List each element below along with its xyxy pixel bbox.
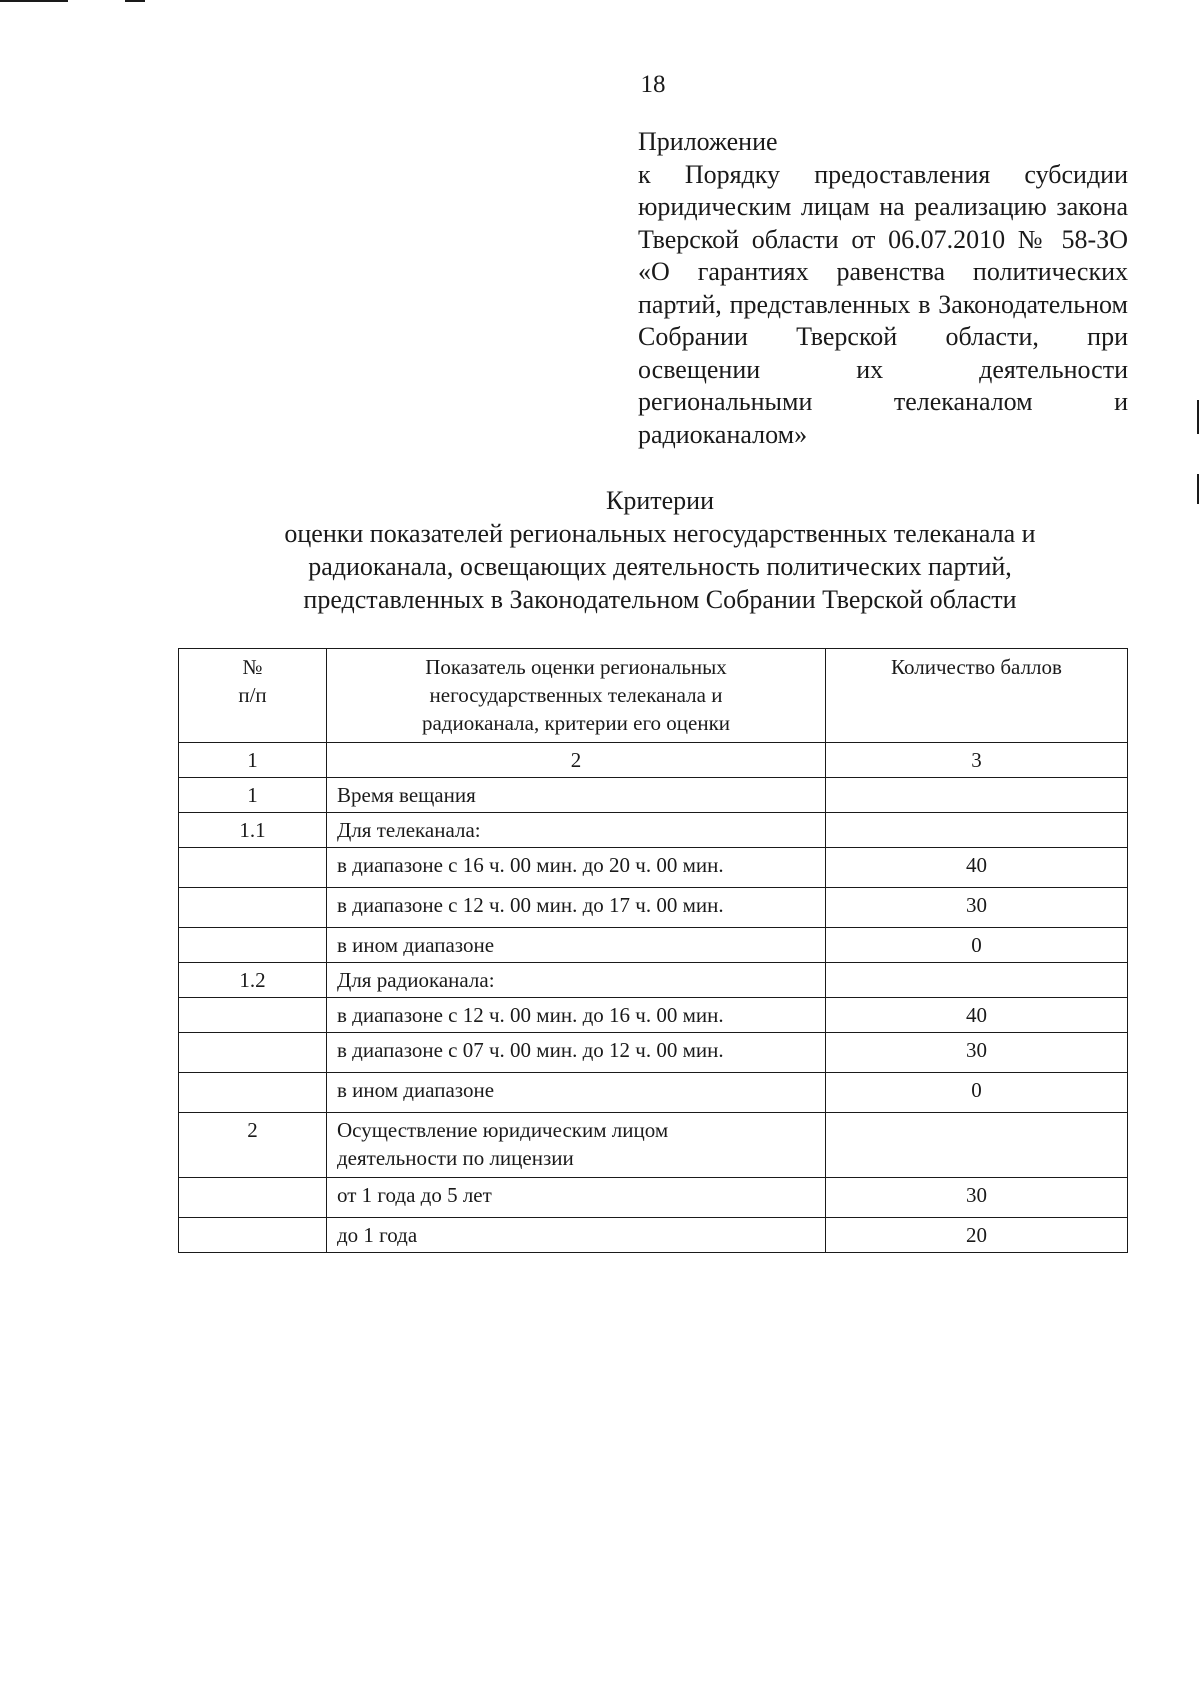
table-row — [179, 1178, 1128, 1218]
appendix-note — [638, 126, 1128, 451]
row-indicator-cell: от 1 года до 5 лет — [327, 1178, 826, 1218]
row-score-cell: 20 — [826, 1218, 1128, 1253]
row-number-cell: 1.2 — [179, 963, 327, 998]
table-numbering-row — [179, 743, 1128, 778]
table-row — [179, 1113, 1128, 1178]
numbering-cell: 2 — [327, 743, 826, 778]
title-line-2: оценки показателей региональных негосударственных телеканала и — [284, 519, 1036, 548]
header-cell-number: № п/п — [179, 649, 327, 743]
table-row — [179, 1033, 1128, 1073]
document-title — [140, 484, 1180, 616]
scan-edge-mark — [125, 0, 145, 2]
scan-edge-mark — [1197, 400, 1199, 434]
row-indicator-cell: в диапазоне с 12 ч. 00 мин. до 17 ч. 00 мин. — [327, 888, 826, 928]
row-score-cell — [826, 1113, 1128, 1178]
row-indicator-cell: в диапазоне с 07 ч. 00 мин. до 12 ч. 00 мин. — [327, 1033, 826, 1073]
table-header-row — [179, 649, 1128, 743]
row-score-cell: 30 — [826, 1178, 1128, 1218]
numbering-cell: 1 — [179, 743, 327, 778]
row-number-cell: 1.1 — [179, 813, 327, 848]
row-number-cell — [179, 998, 327, 1033]
appendix-heading: Приложение — [638, 127, 778, 156]
criteria-table — [178, 648, 1128, 1253]
row-indicator-cell: в ином диапазоне — [327, 928, 826, 963]
table-row — [179, 848, 1128, 888]
row-number-cell — [179, 1178, 327, 1218]
title-line-3: радиоканала, освещающих деятельность политических партий, — [308, 552, 1012, 581]
scan-edge-mark — [1197, 474, 1199, 504]
row-number-cell: 2 — [179, 1113, 327, 1178]
row-number-cell — [179, 848, 327, 888]
row-indicator-cell: в ином диапазоне — [327, 1073, 826, 1113]
row-indicator-cell: в диапазоне с 12 ч. 00 мин. до 16 ч. 00 мин. — [327, 998, 826, 1033]
table-row — [179, 928, 1128, 963]
row-indicator-cell: Осуществление юридическим лицом деятельности по лицензии — [327, 1113, 826, 1178]
row-number-cell — [179, 888, 327, 928]
table-row — [179, 813, 1128, 848]
row-indicator-cell: Время вещания — [327, 778, 826, 813]
numbering-cell: 3 — [826, 743, 1128, 778]
table-row — [179, 778, 1128, 813]
row-score-cell — [826, 963, 1128, 998]
row-number-cell — [179, 1033, 327, 1073]
appendix-text: к Порядку предоставления субсидии юридическим лицам на реализацию закона Тверской области от 06.07.2010 № 58-ЗО «О гарантиях равенства политических партий, представленных в Законодательном Собрании Тверской области, при освещении их деятельности региональными телеканалом и радиоканалом» — [638, 159, 1128, 449]
row-score-cell: 40 — [826, 998, 1128, 1033]
table-row — [179, 963, 1128, 998]
header-cell-score: Количество баллов — [826, 649, 1128, 743]
row-score-cell: 0 — [826, 1073, 1128, 1113]
row-number-cell — [179, 928, 327, 963]
header-cell-indicator: Показатель оценки региональных негосударственных телеканала и радиоканала, критерии его оценки — [327, 649, 826, 743]
row-score-cell — [826, 778, 1128, 813]
row-number-cell — [179, 1218, 327, 1253]
row-indicator-cell: в диапазоне с 16 ч. 00 мин. до 20 ч. 00 мин. — [327, 848, 826, 888]
row-score-cell: 30 — [826, 888, 1128, 928]
table-row — [179, 888, 1128, 928]
row-score-cell: 30 — [826, 1033, 1128, 1073]
table-row — [179, 1073, 1128, 1113]
row-indicator-cell: до 1 года — [327, 1218, 826, 1253]
row-indicator-cell: Для телеканала: — [327, 813, 826, 848]
row-score-cell: 40 — [826, 848, 1128, 888]
table-row — [179, 998, 1128, 1033]
table-row — [179, 1218, 1128, 1253]
page-number: 18 — [640, 71, 666, 98]
row-indicator-cell: Для радиоканала: — [327, 963, 826, 998]
scan-edge-mark — [0, 0, 68, 2]
row-score-cell — [826, 813, 1128, 848]
row-number-cell — [179, 1073, 327, 1113]
title-line-1: Критерии — [606, 486, 714, 515]
row-score-cell: 0 — [826, 928, 1128, 963]
row-number-cell: 1 — [179, 778, 327, 813]
title-line-4: представленных в Законодательном Собрании Тверской области — [303, 585, 1017, 614]
